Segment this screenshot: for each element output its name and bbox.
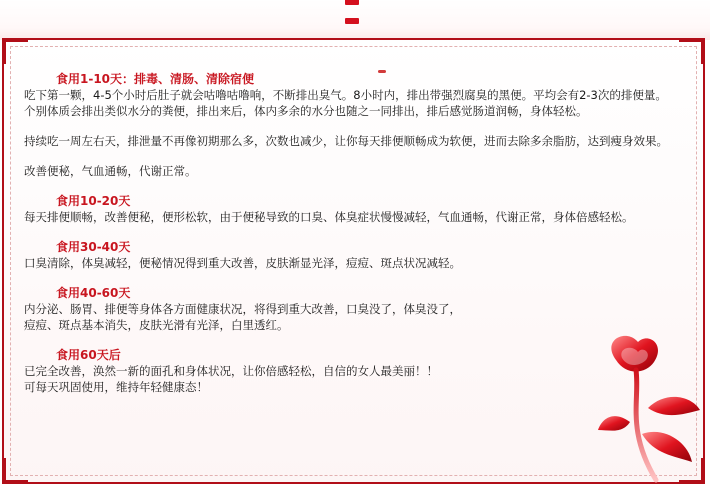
section-paragraph: 痘痘、斑点基本消失，皮肤光滑有光泽，白里透红。	[24, 318, 289, 332]
paragraph-gap	[24, 119, 692, 133]
section-days-10-20	[24, 193, 692, 225]
section-after-60-days	[24, 347, 692, 395]
title-glyph-fragment	[345, 0, 359, 5]
section-paragraph: 可每天巩固使用，维持年轻健康态！	[24, 380, 208, 394]
section-heading: 食用60天后	[56, 348, 121, 362]
top-banner-strip	[0, 0, 710, 40]
panel-corner	[3, 39, 28, 64]
section-heading: 食用10-20天	[56, 194, 131, 208]
section-paragraph: 个别体质会排出类似水分的粪便，排出来后，体内多余的水分也随之一同排出，排后感觉肠道润畅，身体轻松。	[24, 104, 588, 118]
section-paragraph: 持续吃一周左右天，排泄量不再像初期那么多，次数也减少，让你每天排便顺畅成为软便，进而去除多余脂肪，达到瘦身效果。	[24, 134, 668, 148]
panel-corner	[3, 458, 28, 483]
section-heading: 食用30-40天	[56, 240, 131, 254]
section-paragraph: 口臭清除，体臭减轻，便秘情况得到重大改善，皮肤渐显光泽，痘痘、斑点状况减轻。	[24, 256, 461, 270]
rose-flower-icon	[596, 330, 706, 486]
section-paragraph: 已完全改善，涣然一新的面孔和身体状况，让你倍感轻松，自信的女人最美丽！！	[24, 364, 438, 378]
section-paragraph: 内分泌、肠胃、排便等身体各方面健康状况，将得到重大改善，口臭没了，体臭没了，	[24, 302, 461, 316]
section-heading: 食用40-60天	[56, 286, 131, 300]
section-days-40-60	[24, 285, 692, 333]
section-days-30-40	[24, 239, 692, 271]
cropped-title-fragment	[345, 0, 415, 2]
section-paragraph: 改善便秘，气血通畅，代谢正常。	[24, 164, 197, 178]
panel-corner	[679, 39, 704, 64]
paragraph-gap	[24, 149, 692, 163]
effect-timeline	[24, 71, 692, 409]
section-days-1-10	[24, 71, 692, 179]
section-paragraph: 吃下第一颗，4-5个小时后肚子就会咕噜咕噜响，不断排出臭气。8小时内，排出带强烈腐臭的黑便。平均会有2-3次的排便量。	[24, 88, 667, 102]
section-heading: 食用1-10天：排毒、清肠、清除宿便	[56, 72, 255, 86]
title-glyph-fragment	[345, 18, 359, 24]
section-paragraph: 每天排便顺畅，改善便秘，便形松软，由于便秘导致的口臭、体臭症状慢慢减轻，气血通畅，代谢正常，身体倍感轻松。	[24, 210, 634, 224]
